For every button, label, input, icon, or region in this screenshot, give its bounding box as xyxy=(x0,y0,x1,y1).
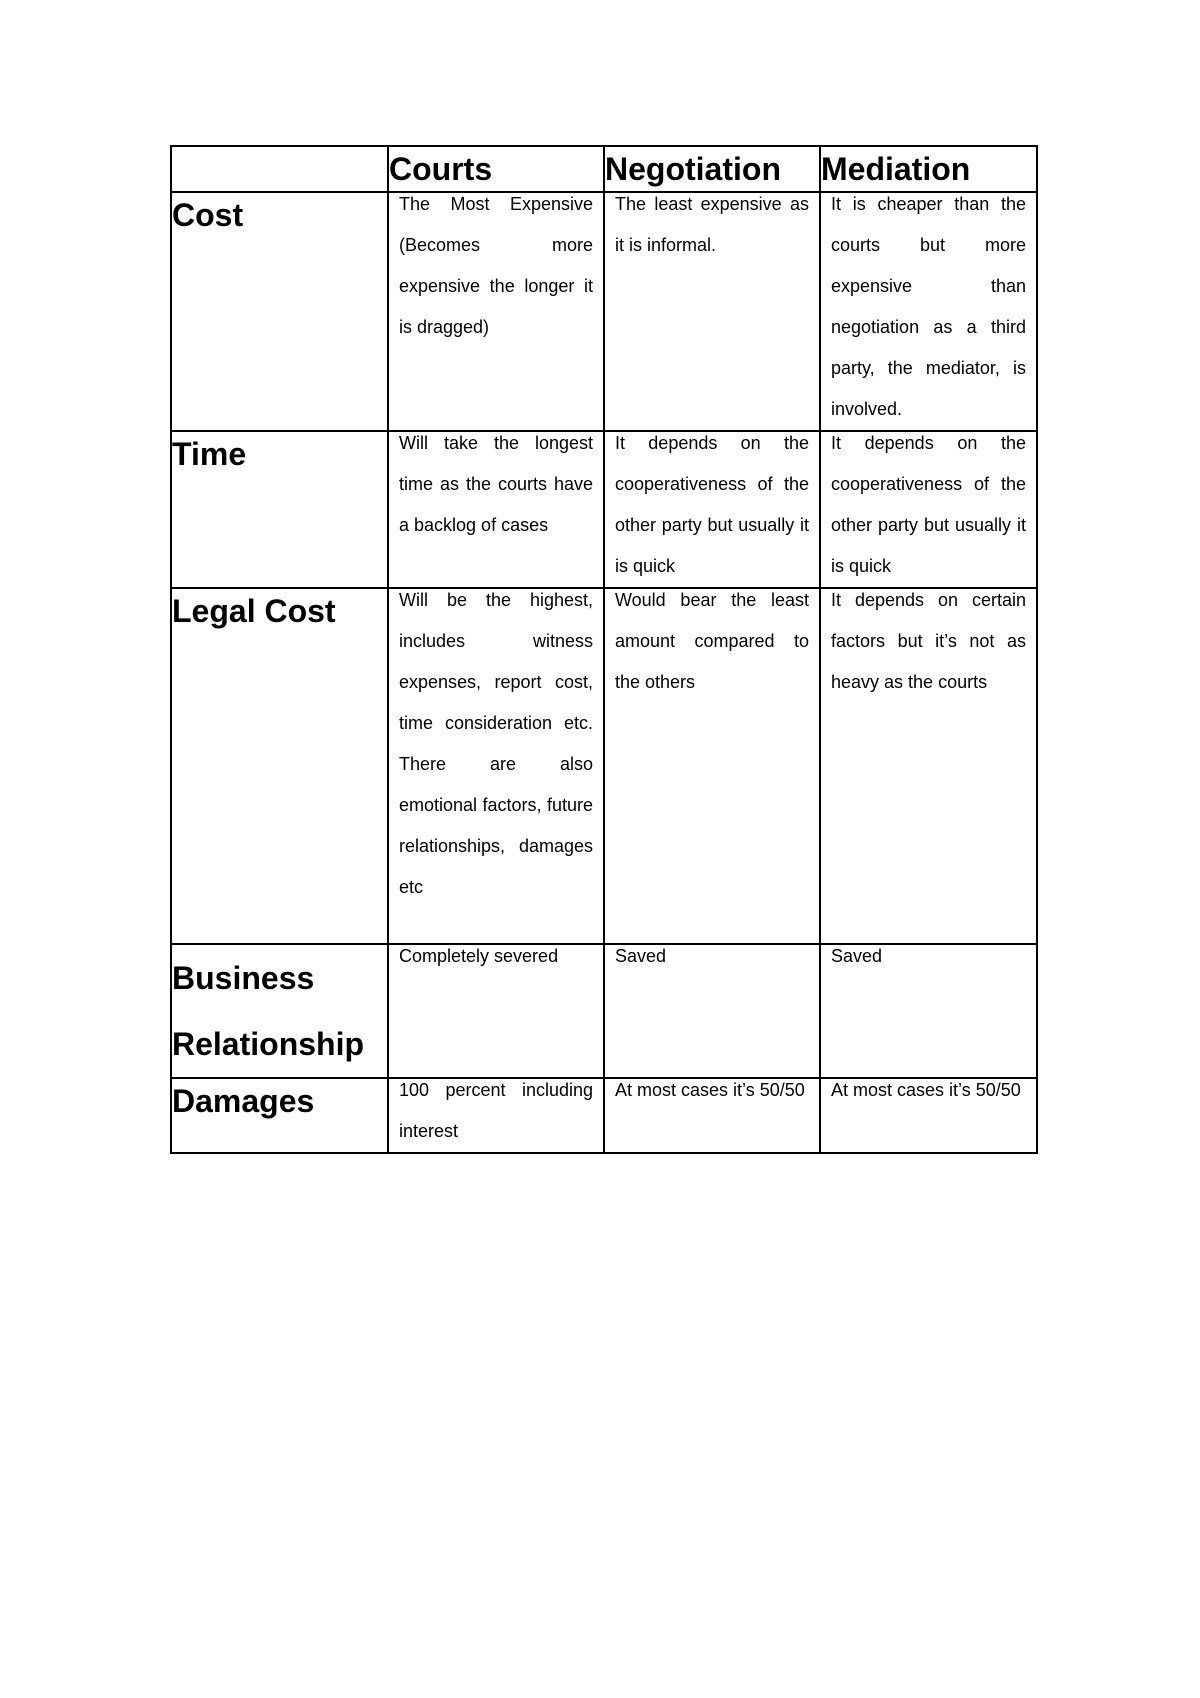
cell-text: Saved xyxy=(615,946,667,966)
cell-text: Will take the longest time as the courts have a backlog of cases xyxy=(399,433,593,535)
cell-text: Completely severed xyxy=(399,946,559,966)
cell-time-mediation xyxy=(820,431,1037,588)
cell-business-relationship-courts xyxy=(388,944,604,1078)
table-row-time xyxy=(171,431,1037,588)
cell-text: 100 percent including interest xyxy=(399,1080,593,1141)
cell-legal-cost-mediation xyxy=(820,588,1037,944)
cell-damages-courts xyxy=(388,1078,604,1153)
row-label-damages: Damages xyxy=(171,1078,388,1153)
row-label-time: Time xyxy=(171,431,388,588)
comparison-table xyxy=(170,145,1038,1154)
cell-cost-mediation xyxy=(820,192,1037,431)
cell-cost-negotiation xyxy=(604,192,820,431)
cell-legal-cost-negotiation xyxy=(604,588,820,944)
cell-time-courts xyxy=(388,431,604,588)
cell-text: It depends on the cooperativeness of the other party but usually it is quick xyxy=(831,433,1026,576)
cell-text: At most cases it’s 50/50 xyxy=(831,1080,1021,1100)
header-courts: Courts xyxy=(388,146,604,192)
cell-text: Saved xyxy=(831,946,883,966)
cell-business-relationship-mediation xyxy=(820,944,1037,1078)
cell-text: Would bear the least amount compared to the others xyxy=(615,590,809,692)
cell-time-negotiation xyxy=(604,431,820,588)
cell-cost-courts xyxy=(388,192,604,431)
header-mediation: Mediation xyxy=(820,146,1037,192)
table-row-cost xyxy=(171,192,1037,431)
row-label-business-relationship: Business Relationship xyxy=(171,944,388,1078)
header-negotiation: Negotiation xyxy=(604,146,820,192)
cell-text: Will be the highest, includes witness expenses, report cost, time consideration etc. There are also emotional factors, future relationships, damages etc xyxy=(399,590,593,897)
row-label-legal-cost: Legal Cost xyxy=(171,588,388,944)
cell-text: The least expensive as it is informal. xyxy=(615,194,809,255)
cell-damages-mediation xyxy=(820,1078,1037,1153)
cell-text: At most cases it’s 50/50 xyxy=(615,1080,805,1100)
cell-text: The Most Expensive (Becomes more expensive the longer it is dragged) xyxy=(399,194,593,337)
table-row-legal-cost xyxy=(171,588,1037,944)
cell-damages-negotiation xyxy=(604,1078,820,1153)
cell-text: It depends on certain factors but it’s not as heavy as the courts xyxy=(831,590,1026,692)
cell-text: It depends on the cooperativeness of the other party but usually it is quick xyxy=(615,433,809,576)
cell-text: It is cheaper than the courts but more expensive than negotiation as a third party, the mediator, is involved. xyxy=(831,194,1026,419)
cell-legal-cost-courts xyxy=(388,588,604,944)
row-label-cost: Cost xyxy=(171,192,388,431)
table-row-damages xyxy=(171,1078,1037,1153)
header-blank-cell xyxy=(171,146,388,192)
cell-business-relationship-negotiation xyxy=(604,944,820,1078)
table-row-business-relationship xyxy=(171,944,1037,1078)
